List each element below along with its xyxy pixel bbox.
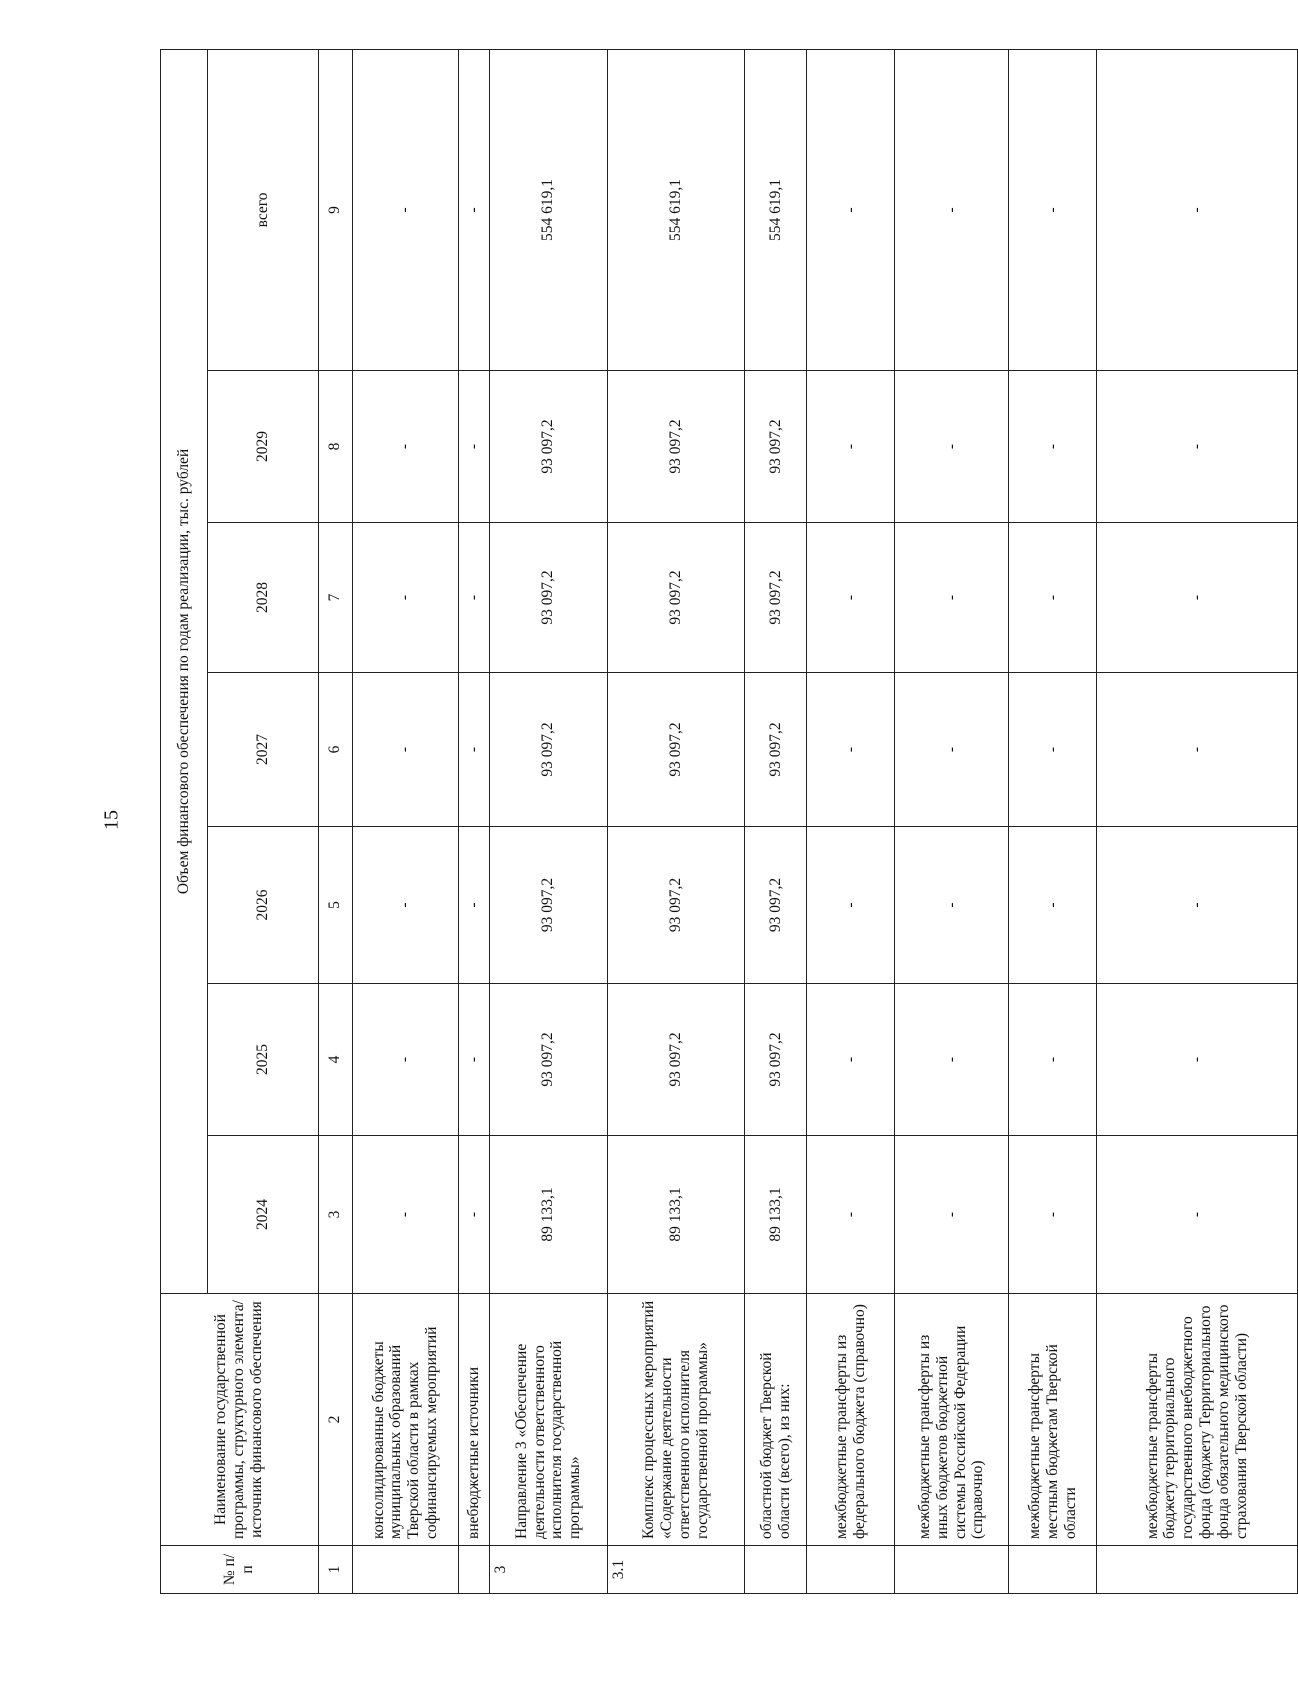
table-row [807,49,895,1593]
column-number: 7 [318,523,352,673]
header-year: 2025 [207,984,318,1136]
cell-value: 93 097,2 [489,673,607,827]
cell-value: - [1097,523,1298,673]
row-name: Направление 3 «Обеспечение деятельности ответственного исполнителя государственной программы» [489,1294,607,1546]
cell-value: - [1009,49,1097,370]
column-number: 1 [318,1546,352,1594]
cell-value: 93 097,2 [745,523,807,673]
table-row [489,49,607,1593]
column-number: 4 [318,984,352,1136]
header-name: Наименование государственной программы, структурного элемента/ источник финансового обеспечения [161,1294,319,1546]
cell-value: - [807,827,895,984]
cell-value: - [895,371,1009,523]
page-number: 15 [100,810,123,830]
column-numbers-row [318,49,352,1593]
table-row [895,49,1009,1593]
cell-value: - [1097,673,1298,827]
header-year: 2028 [207,523,318,673]
financing-table [160,49,1298,1594]
cell-value: - [1009,827,1097,984]
cell-value: - [352,673,458,827]
cell-value: 554 619,1 [607,49,744,370]
cell-value: 93 097,2 [489,523,607,673]
cell-value: 93 097,2 [607,523,744,673]
header-row-1 [161,49,208,1593]
rotated-table-container [160,50,1298,1594]
cell-value: 93 097,2 [489,984,607,1136]
cell-value: 89 133,1 [745,1136,807,1294]
row-name: межбюджетные трансферты местным бюджетам Тверской области [1009,1294,1097,1546]
cell-value: - [895,827,1009,984]
cell-value: 93 097,2 [745,673,807,827]
header-year: 2024 [207,1136,318,1294]
table-row [607,49,744,1593]
cell-value: 93 097,2 [607,984,744,1136]
header-year: 2029 [207,371,318,523]
cell-value: - [458,49,489,370]
row-num [745,1546,807,1594]
cell-value: 554 619,1 [745,49,807,370]
column-number: 6 [318,673,352,827]
row-name: консолидированные бюджеты муниципальных образований Тверской области в рамках софинансируемых мероприятий [352,1294,458,1546]
row-num [1009,1546,1097,1594]
cell-value: - [1009,1136,1097,1294]
column-number: 5 [318,827,352,984]
cell-value: - [352,523,458,673]
row-name: межбюджетные трансферты из иных бюджетов бюджетной системы Российской Федерации (справочно) [895,1294,1009,1546]
cell-value: - [458,371,489,523]
cell-value: 89 133,1 [607,1136,744,1294]
row-num: 3.1 [607,1546,744,1594]
table-row [458,49,489,1593]
row-name: Комплекс процессных мероприятий «Содержание деятельности ответственного исполнителя государственной программы» [607,1294,744,1546]
cell-value: - [1097,827,1298,984]
cell-value: - [807,984,895,1136]
cell-value: - [352,827,458,984]
row-num: 3 [489,1546,607,1594]
row-num [458,1546,489,1594]
cell-value: - [352,371,458,523]
cell-value: - [807,523,895,673]
row-name: межбюджетные трансферты бюджету территориального государственного внебюджетного фонда (бюджету Территориального фонда обязательного медицинского страхования Тверской области) [1097,1294,1298,1546]
table-row [745,49,807,1593]
cell-value: - [895,523,1009,673]
cell-value: - [1009,984,1097,1136]
row-num [1097,1546,1298,1594]
cell-value: - [458,523,489,673]
cell-value: - [352,49,458,370]
cell-value: - [1009,673,1097,827]
cell-value: - [458,673,489,827]
column-number: 2 [318,1294,352,1546]
column-number: 9 [318,49,352,370]
cell-value: - [352,984,458,1136]
cell-value: - [458,984,489,1136]
cell-value: 93 097,2 [607,827,744,984]
cell-value: 93 097,2 [607,673,744,827]
cell-value: - [458,1136,489,1294]
table-row [1009,49,1097,1593]
cell-value: 93 097,2 [489,827,607,984]
cell-value: - [1097,371,1298,523]
table-row [1097,49,1298,1593]
cell-value: 93 097,2 [745,827,807,984]
cell-value: - [807,673,895,827]
cell-value: - [1097,984,1298,1136]
cell-value: 93 097,2 [745,984,807,1136]
header-num: № п/п [161,1546,319,1594]
cell-value: - [807,1136,895,1294]
cell-value: 93 097,2 [607,371,744,523]
cell-value: 93 097,2 [745,371,807,523]
cell-value: - [1009,371,1097,523]
cell-value: - [1009,523,1097,673]
row-name: внебюджетные источники [458,1294,489,1546]
cell-value: - [1097,49,1298,370]
header-total: всего [207,49,318,370]
header-year: 2027 [207,673,318,827]
cell-value: - [895,673,1009,827]
header-year: 2026 [207,827,318,984]
row-name: межбюджетные трансферты из федерального бюджета (справочно) [807,1294,895,1546]
cell-value: - [458,827,489,984]
cell-value: 89 133,1 [489,1136,607,1294]
header-group: Объем финансового обеспечения по годам реализации, тыс. рублей [161,49,208,1293]
row-num [352,1546,458,1594]
row-num [895,1546,1009,1594]
cell-value: - [1097,1136,1298,1294]
column-number: 3 [318,1136,352,1294]
cell-value: - [895,1136,1009,1294]
cell-value: - [352,1136,458,1294]
cell-value: - [895,984,1009,1136]
cell-value: 554 619,1 [489,49,607,370]
column-number: 8 [318,371,352,523]
cell-value: - [807,371,895,523]
cell-value: - [895,49,1009,370]
cell-value: 93 097,2 [489,371,607,523]
row-name: областной бюджет Тверской области (всего), из них: [745,1294,807,1546]
table-row [352,49,458,1593]
cell-value: - [807,49,895,370]
row-num [807,1546,895,1594]
